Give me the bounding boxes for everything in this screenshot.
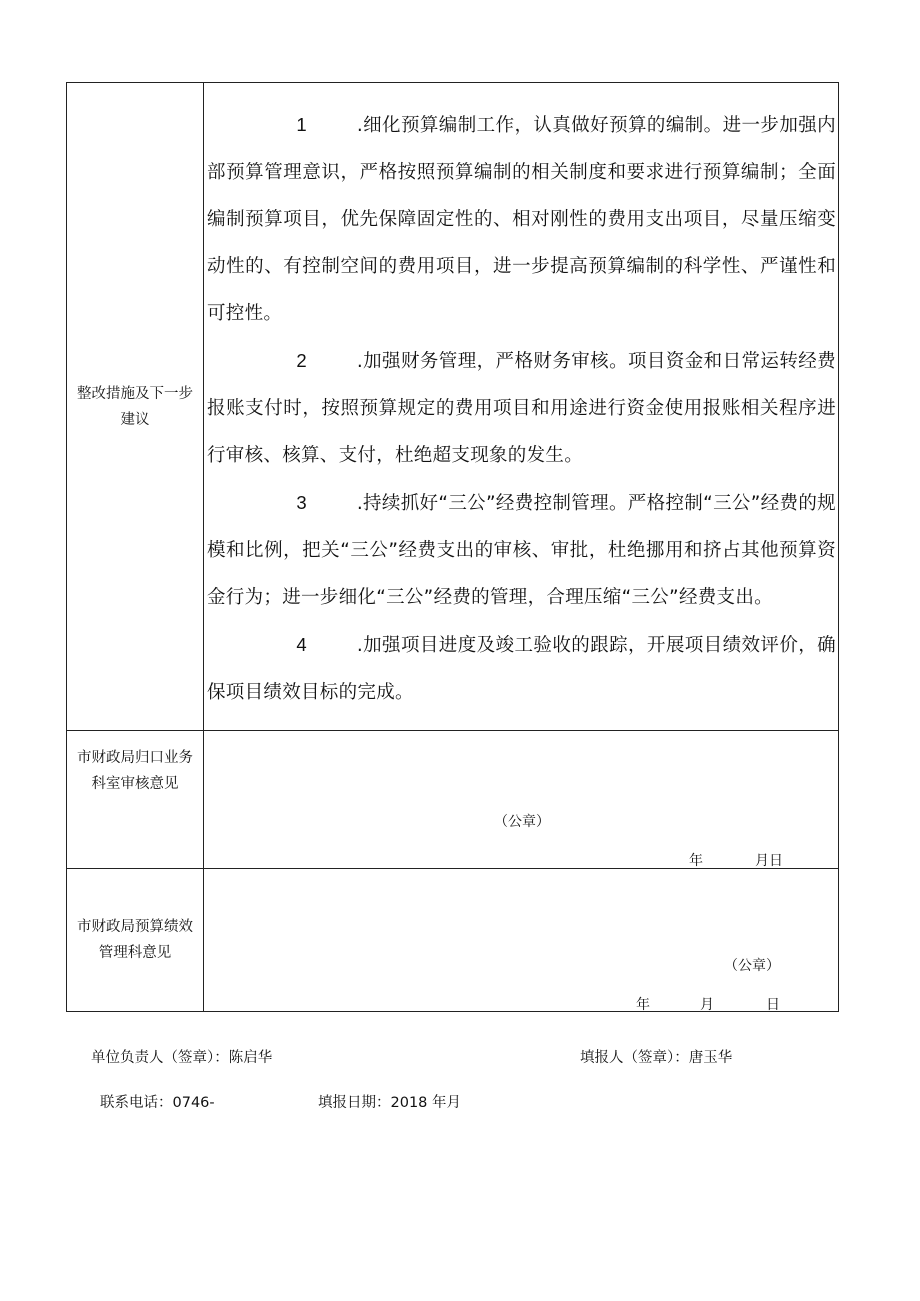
measure-item: 3 .持续抓好“三公”经费控制管理。严格控制“三公”经费的规模和比例，把关“三公”经费支出的审核、审批，杜绝挪用和挤占其他预算资金行为；进一步细化“三公”经费的管理，合理压缩“三公”经费支出。 — [207, 479, 836, 621]
review-monthday-label: 月日 — [755, 853, 783, 869]
measure-text: 细化预算编制工作，认真做好预算的编制。进一步加强内部预算管理意识，严格按照预算编制的相关制度和要求进行预算编制；全面编制预算项目，优先保障固定性的、相对刚性的费用支出项目，尽量压缩变动性的、有控制空间的费用项目，进一步提高预算编制的科学性、严谨性和可控性。 — [207, 115, 836, 324]
review-row — [67, 731, 839, 869]
measure-text: 加强财务管理，严格财务审核。项目资金和日常运转经费报账支付时，按照预算规定的费用项目和用途进行资金使用报账相关程序进行审核、核算、支付，杜绝超支现象的发生。 — [207, 351, 836, 466]
measure-item: 2 .加强财务管理，严格财务审核。项目资金和日常运转经费报账支付时，按照预算规定的费用项目和用途进行资金使用报账相关程序进行审核、核算、支付，杜绝超支现象的发生。 — [207, 337, 836, 479]
measure-item: 1 .细化预算编制工作，认真做好预算的编制。进一步加强内部预算管理意识，严格按照预算编制的相关制度和要求进行预算编制；全面编制预算项目，优先保障固定性的、相对刚性的费用支出项目，尽量压缩变动性的、有控制空间的费用项目，进一步提高预算编制的科学性、严谨性和可控性。 — [207, 101, 836, 337]
perf-row — [67, 869, 839, 1012]
measures-label-line1: 整改措施及下一步 — [77, 385, 193, 402]
review-label — [67, 731, 204, 869]
perf-month-label: 月 — [700, 997, 714, 1013]
review-year-label: 年 — [689, 853, 703, 869]
measures-label-line2: 建议 — [120, 411, 150, 428]
perf-label — [67, 869, 204, 1012]
measure-number: 3 — [296, 492, 307, 513]
contact-phone: 联系电话：0746- — [100, 1095, 215, 1111]
filler-signature: 填报人（签章）：唐玉华 — [580, 1050, 733, 1066]
review-opinion-area — [204, 731, 839, 869]
perf-year-label: 年 — [636, 997, 650, 1013]
measure-item: 4 .加强项目进度及竣工验收的跟踪，开展项目绩效评价，确保项目绩效目标的完成。 — [207, 621, 836, 716]
measures-row — [67, 83, 839, 731]
measure-number: 4 — [296, 634, 307, 655]
review-label-line1: 市财政局归口业务 — [77, 750, 193, 766]
review-seal-text: （公章） — [494, 814, 550, 830]
unit-head-signature: 单位负责人（签章）：陈启华 — [91, 1050, 273, 1066]
review-label-line2: 科室审核意见 — [91, 776, 179, 792]
perf-opinion-area — [204, 869, 839, 1012]
perf-label-line2: 管理科意见 — [98, 945, 172, 961]
measure-number: 2 — [296, 350, 307, 371]
perf-day-label: 日 — [766, 997, 780, 1013]
measures-label — [67, 83, 204, 731]
measure-text: 加强项目进度及竣工验收的跟踪，开展项目绩效评价，确保项目绩效目标的完成。 — [207, 635, 836, 703]
fill-date: 填报日期：2018 年月 — [318, 1095, 462, 1111]
perf-seal-text: （公章） — [724, 958, 780, 974]
measure-number: 1 — [296, 114, 307, 135]
perf-date-line — [636, 994, 780, 1014]
review-date-line — [689, 850, 783, 870]
report-table — [66, 82, 839, 1012]
perf-label-line1: 市财政局预算绩效 — [77, 919, 193, 935]
measures-content — [204, 83, 839, 731]
measure-text: 持续抓好“三公”经费控制管理。严格控制“三公”经费的规模和比例，把关“三公”经费支出的审核、审批，杜绝挪用和挤占其他预算资金行为；进一步细化“三公”经费的管理，合理压缩“三公”经费支出。 — [207, 493, 836, 608]
